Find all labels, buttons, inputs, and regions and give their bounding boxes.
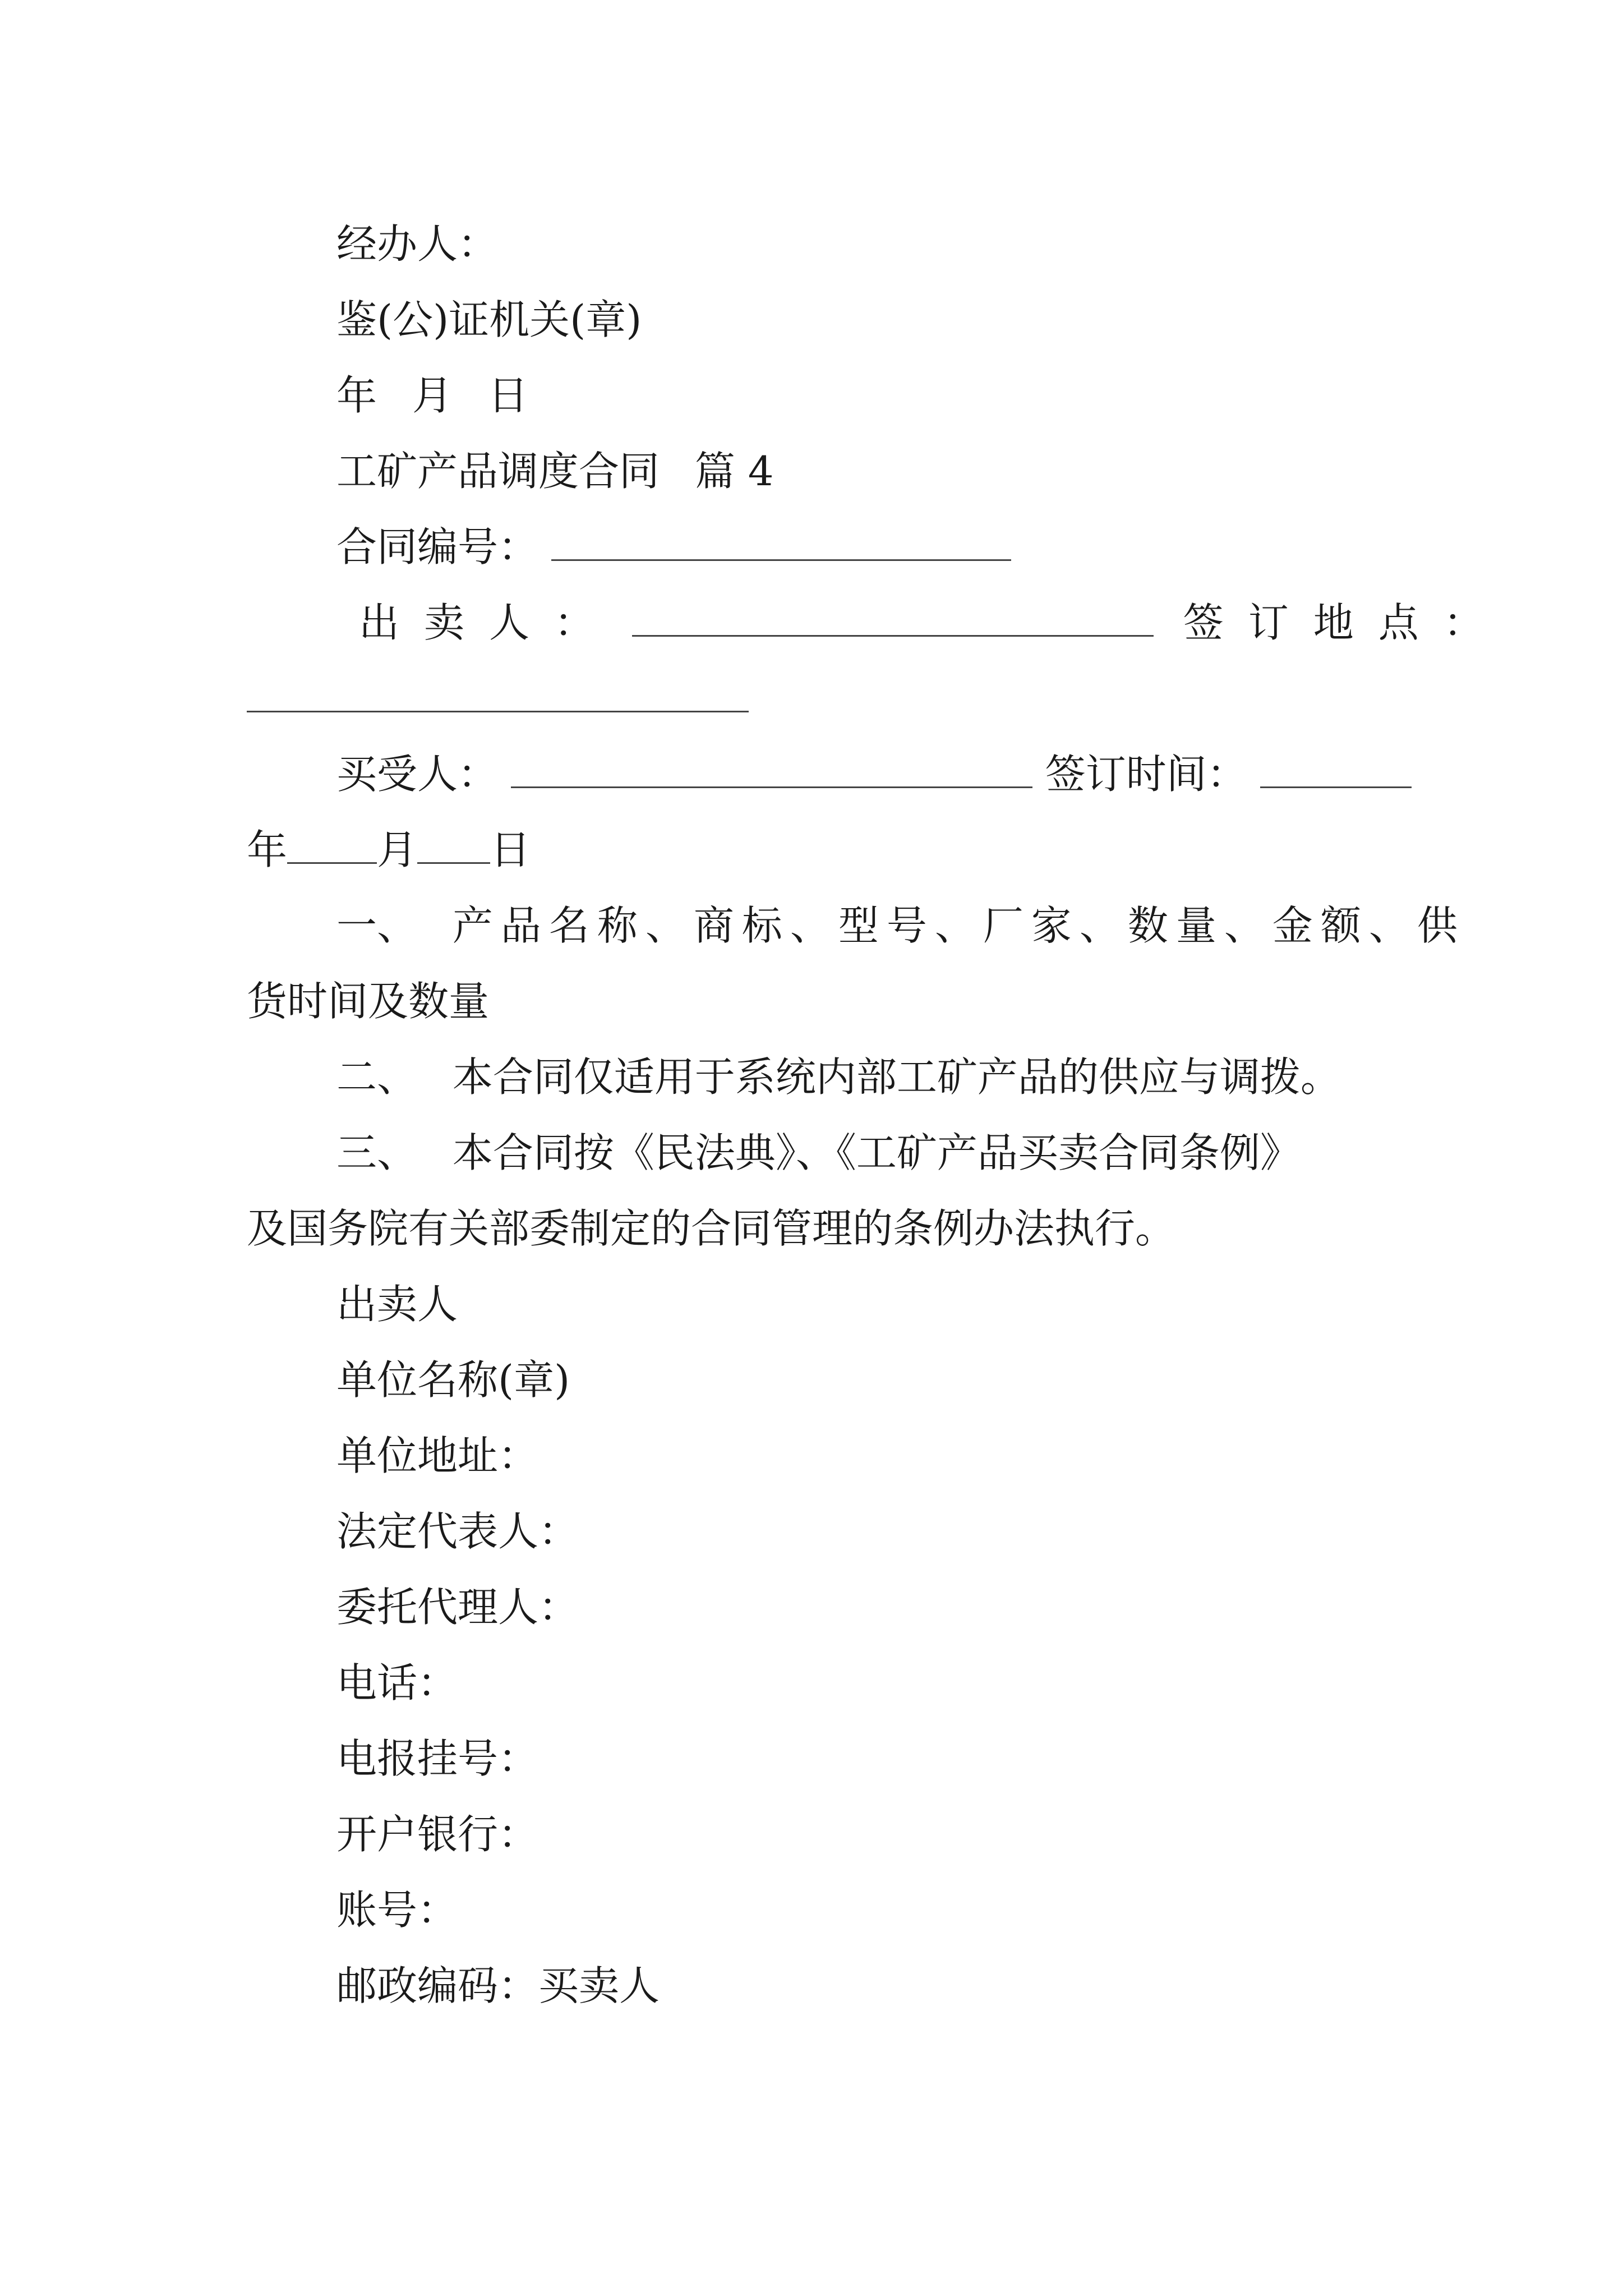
unit-name-line xyxy=(336,1352,570,1408)
clause-1-text: 产品名称、商标、型号、厂家、数量、金额、供 xyxy=(452,902,1465,949)
clause-2 xyxy=(336,1049,1341,1105)
notary-label: 鉴(公)证机关(章) xyxy=(336,296,642,343)
seller-label: 出卖人： xyxy=(359,599,620,646)
postcode-line xyxy=(336,1958,660,2014)
sign-place-label: 签订地点： xyxy=(1183,599,1509,646)
clause-1 xyxy=(336,898,1465,954)
postcode-label: 邮政编码：买卖人 xyxy=(336,1962,660,2009)
telegram-label: 电报挂号： xyxy=(336,1735,539,1782)
sign-date-line xyxy=(247,822,531,878)
clause-3-text-cont: 及国务院有关部委制定的合同管理的条例办法执行。 xyxy=(247,1205,1176,1252)
clause-3-cont xyxy=(247,1200,1175,1257)
section-title xyxy=(336,443,774,499)
day-label: 日 xyxy=(487,372,528,419)
clause-1-number: 一、 xyxy=(336,902,418,949)
agent-line xyxy=(336,216,498,272)
seller-place-line xyxy=(359,595,1509,651)
month-blank xyxy=(287,823,377,864)
unit-address-label: 单位地址： xyxy=(336,1432,539,1479)
phone-label: 电话： xyxy=(336,1659,458,1706)
contract-no-line xyxy=(336,519,1011,575)
seller-heading-label: 出卖人 xyxy=(336,1281,458,1328)
clause-3 xyxy=(336,1125,1301,1181)
account-label: 账号： xyxy=(336,1887,458,1934)
clause-1-text-cont: 货时间及数量 xyxy=(247,978,490,1025)
sign-time-label: 签订时间： xyxy=(1045,751,1247,798)
clause-3-number: 三、 xyxy=(336,1129,418,1176)
clause-2-text: 本合同仅适用于系统内部工矿产品的供应与调拨。 xyxy=(452,1053,1341,1101)
buyer-label: 买受人： xyxy=(336,751,499,798)
sign-month-label: 月 xyxy=(377,826,418,873)
contract-no-blank xyxy=(551,520,1011,561)
date-line xyxy=(336,367,528,424)
agent-label: 经办人： xyxy=(336,220,499,268)
title-part: 篇 4 xyxy=(694,448,774,495)
sign-day-label: 日 xyxy=(490,826,531,873)
entrusted-agent-line xyxy=(336,1579,579,1635)
bank-line xyxy=(336,1806,538,1862)
clause-2-number: 二、 xyxy=(336,1053,418,1101)
legal-rep-line xyxy=(336,1503,579,1559)
sign-place-blank xyxy=(247,671,749,712)
title-main: 工矿产品调度合同 xyxy=(336,448,660,495)
day-blank xyxy=(417,823,490,864)
month-label: 月 xyxy=(412,372,453,419)
buyer-time-line xyxy=(336,746,1412,802)
telegram-line xyxy=(336,1731,538,1787)
seller-heading xyxy=(336,1276,458,1332)
unit-address-line xyxy=(336,1428,538,1484)
contract-no-label: 合同编号： xyxy=(336,523,539,570)
clause-1-cont xyxy=(247,973,489,1029)
legal-rep-label: 法定代表人： xyxy=(336,1508,579,1555)
buyer-blank xyxy=(511,747,1032,788)
year-label: 年 xyxy=(336,372,377,419)
account-line xyxy=(336,1882,458,1938)
phone-line xyxy=(336,1655,458,1711)
bank-label: 开户银行： xyxy=(336,1811,539,1858)
unit-name-label: 单位名称(章) xyxy=(336,1356,570,1404)
clause-3-text: 本合同按《民法典》、《工矿产品买卖合同条例》 xyxy=(452,1129,1301,1176)
seller-blank xyxy=(632,596,1154,637)
sign-year-label: 年 xyxy=(247,826,288,873)
entrusted-agent-label: 委托代理人： xyxy=(336,1584,579,1631)
notary-line xyxy=(336,292,642,348)
sign-time-blank xyxy=(1260,747,1412,788)
sign-place-line xyxy=(247,670,749,726)
